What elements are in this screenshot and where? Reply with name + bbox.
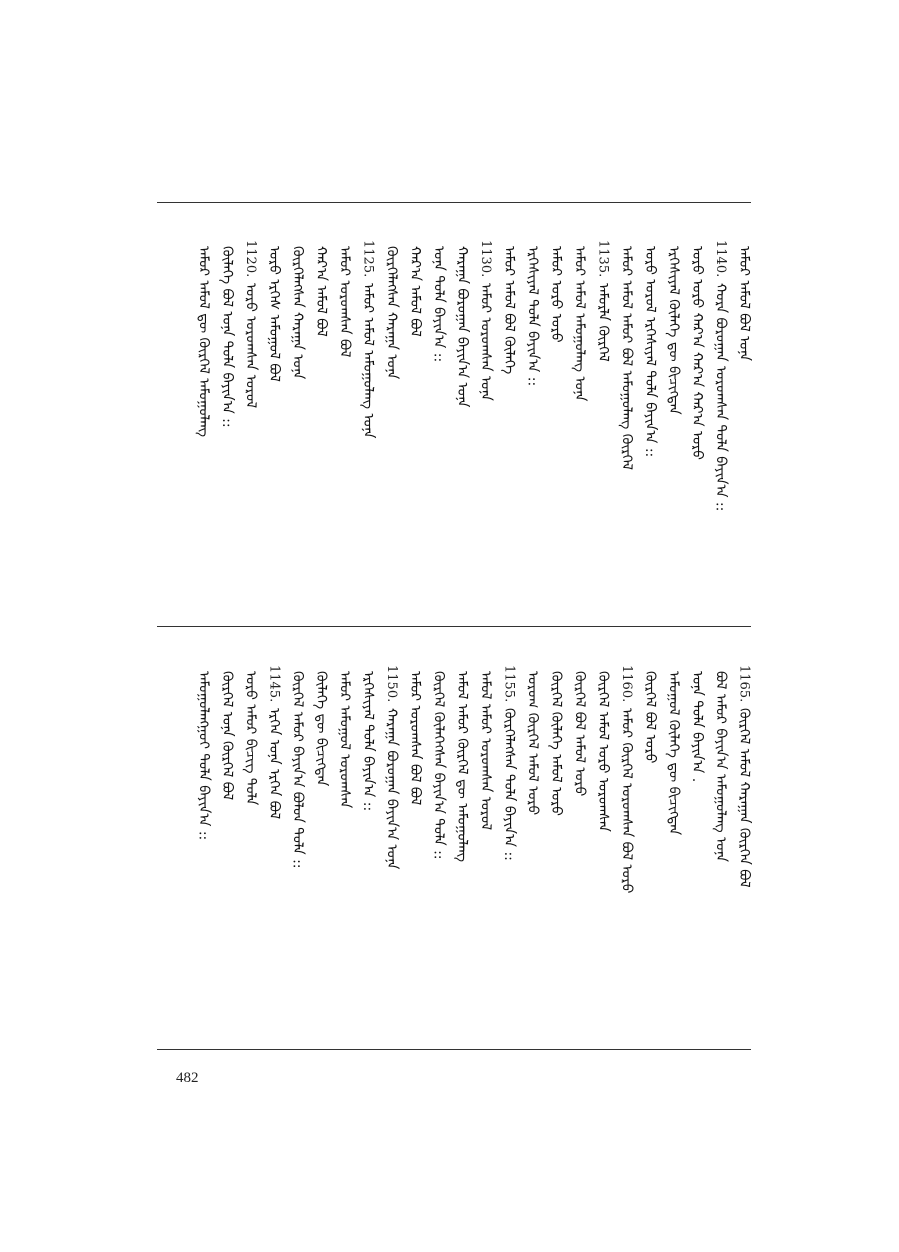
verse-text: ᠬᠦᠷᠭᠡᠯ ᠪᠣᠯ ᠤᠷᠤ <box>642 671 658 764</box>
verse-text: ᠬᠦᠷᠭᠡᠯᠡᠭᠰᠡᠨ ᠲᠤᠯᠠ ᠪᠠᠶᠢᠨ᠎ᠠ :: <box>501 708 517 862</box>
verse-text: ᠠᠮᠤᠯ ᠠᠮᠤᠷ ᠬᠦᠷᠭᠡᠯ ᠳᠦ ᠠᠮᠤᠭᠤᠯᠠᠩ <box>454 671 470 862</box>
verse-text: ᠬᠤᠷᠠ ᠪᠣᠷᠤᠭᠠᠨ ᠣᠷᠣᠭᠰᠠᠨ ᠲᠤᠯᠠ ᠪᠠᠶᠢᠨ᠎ᠠ :: <box>712 283 729 512</box>
verse-text: ᠡᠷᠬᠡᠰᠢᠶᠡᠯ ᠲᠤᠯᠠ ᠪᠠᠶᠢᠨ᠎ᠠ :: <box>524 246 541 387</box>
verse-text: ᠠᠮᠤᠷ ᠠᠮᠤᠯ ᠠᠮᠤᠷ ᠪᠣᠯ ᠠᠮᠤᠭᠤᠯᠠᠩ ᠬᠦᠷᠭᠡᠯ <box>618 246 635 471</box>
verse-line <box>684 240 710 460</box>
verse-text: ᠬᠦᠷᠭᠡᠯᠡᠭᠰᠡᠨ ᠬᠠᠷᠠᠭᠠ ᠤᠨᠠ <box>383 246 400 380</box>
verse-text: ᠠᠮᠤᠷ ᠠᠮᠤᠯ ᠠᠮᠤᠭᠤᠯᠠᠩ ᠤᠨᠠ <box>360 283 376 439</box>
verse-text: ᠬᠦᠷᠭᠡᠯ ᠤᠨᠠ ᠬᠦᠷᠭᠡᠯ ᠪᠣᠯ <box>219 671 235 801</box>
verse-text: ᠠᠮᠤᠷ ᠠᠮᠤᠯ ᠪᠣᠯ ᠬᠦᠯᠡᠭᠡ <box>501 246 517 375</box>
verse-line <box>214 665 240 800</box>
verse-line <box>238 665 264 805</box>
verse-text: ᠠᠮᠤᠷ ᠠᠮᠤᠯ ᠪᠣᠯ ᠤᠨᠠ <box>736 246 752 362</box>
line-number: 1165. <box>736 665 752 703</box>
verse-line <box>379 665 405 870</box>
verse-block-lower <box>157 665 751 1045</box>
verse-text: ᠬᠦᠷᠭᠡᠯ ᠪᠣᠯ ᠠᠮᠤᠯ ᠤᠷᠤ <box>571 671 588 797</box>
verse-text: ᠠᠮᠤᠭᠤᠯᠠᠩᠭᠤᠢ ᠲᠤᠯᠠ ᠪᠠᠶᠢᠨ᠎ᠠ :: <box>195 671 212 841</box>
verse-line <box>285 665 311 869</box>
verse-line <box>402 240 428 337</box>
verse-line <box>261 665 287 819</box>
verse-line <box>614 240 640 470</box>
verse-line <box>308 665 334 786</box>
verse-text: ᠬᠠᠷ᠎ᠠ ᠠᠮᠤᠯ ᠪᠣᠯ <box>407 246 423 337</box>
verse-line <box>402 665 428 805</box>
verse-text: ᠠᠮᠤᠷ ᠤᠷᠤ ᠤᠷᠤ <box>548 246 564 343</box>
verse-text: ᠠᠮᠤᠷ ᠠᠮᠤᠭᠤᠯ ᠣᠷᠣᠭᠰᠠᠨ <box>336 671 353 809</box>
middle-rule <box>157 626 751 627</box>
verse-text: ᠠᠮᠤᠷᠯᠠ ᠬᠦᠷᠭᠡᠯ <box>595 283 611 362</box>
verse-line <box>473 240 499 401</box>
verse-line <box>191 240 217 437</box>
verse-text: ᠬᠠᠷ᠎ᠠ ᠠᠮᠤᠯ ᠪᠣᠯ <box>313 246 329 337</box>
verse-line <box>543 665 569 816</box>
verse-text: ᠠᠮᠤᠷ ᠬᠦᠷᠭᠡᠯ ᠣᠷᠣᠭᠰᠠᠨ ᠪᠣᠯ ᠤᠷᠤ <box>618 708 635 894</box>
verse-line <box>567 665 593 796</box>
verse-line <box>379 240 405 379</box>
verse-text: ᠤᠷᠤ ᠠᠮᠤᠷ ᠪᠢᠴᠢᠭ ᠲᠤᠯᠠ <box>242 671 259 806</box>
verse-line <box>637 665 663 763</box>
line-number: 1155. <box>501 665 517 703</box>
verse-line <box>355 240 381 439</box>
line-number: 1125. <box>360 240 376 278</box>
verse-line <box>731 665 757 888</box>
verse-text: ᠠᠮᠤᠭᠤᠯ ᠬᠦᠯᠡᠭᠡ ᠳᠦ ᠪᠢᠴᠢᠭᠳᠡᠨ <box>665 671 682 836</box>
verse-text: ᠬᠦᠷᠭᠡᠯ ᠬᠦᠯᠡᠭᠡᠭᠰᠡᠨ ᠪᠠᠶᠢᠨ᠎ᠠ ᠲᠤᠯᠠ :: <box>430 671 447 860</box>
top-rule <box>157 202 751 203</box>
verse-text: ᠬᠦᠯᠡᠭᠡ ᠳᠦ ᠪᠢᠴᠢᠭᠳᠡᠨ <box>313 671 329 787</box>
verse-line <box>496 665 522 861</box>
verse-line <box>543 240 569 343</box>
verse-line <box>426 240 452 362</box>
page-number: 482 <box>176 1070 199 1086</box>
verse-text: ᠠᠮᠤᠷ ᠣᠷᠣᠭᠰᠠᠨ ᠪᠣᠯ <box>336 246 353 358</box>
verse-text: ᠡᠷᠬᠡᠨ ᠤᠨᠠ ᠡᠷᠬᠡᠨ ᠪᠣᠯ <box>266 708 282 820</box>
verse-text: ᠠᠮᠤᠷ ᠠᠮᠤᠯ ᠳᠦ ᠬᠦᠷᠭᠡᠯ ᠠᠮᠤᠭᠤᠯᠠᠩ <box>195 246 212 437</box>
verse-text: ᠬᠦᠷᠭᠡᠯ ᠠᠮᠤᠯ ᠬᠠᠷᠠᠭᠠᠨ ᠬᠦᠷᠭᠡᠨ ᠪᠣᠯ <box>736 708 752 888</box>
verse-line <box>590 665 616 832</box>
verse-text: ᠠᠮᠤᠯ ᠠᠮᠤᠷ ᠣᠷᠣᠭᠰᠠᠨ ᠤᠷᠤᠯ <box>477 671 494 831</box>
verse-text: ᠡᠷᠬᠡᠰᠢᠶᠡᠯ ᠲᠤᠯᠠ ᠪᠠᠶᠢᠨ᠎ᠠ :: <box>360 671 376 812</box>
verse-text: ᠬᠦᠷᠭᠡᠯ ᠬᠦᠯᠡᠭᠡ ᠠᠮᠤᠯ ᠤᠷᠤ <box>548 671 564 816</box>
verse-text: ᠪᠣᠯ ᠠᠮᠤᠷ ᠪᠠᠶᠢᠨ᠎ᠠ ᠠᠮᠤᠭᠤᠯᠠᠩ ᠤᠨᠠ <box>712 671 729 862</box>
verse-line <box>426 665 452 860</box>
verse-text: ᠠᠮᠤᠷ ᠣᠷᠣᠭᠰᠠᠨ ᠪᠣᠯ ᠪᠣᠯ <box>407 671 423 806</box>
line-number: 1120. <box>243 240 258 278</box>
line-number: 1140. <box>713 240 728 278</box>
line-number: 1130. <box>478 240 493 278</box>
verse-line <box>590 240 616 362</box>
verse-text: ᠣᠷᠣᠭ ᠬᠦᠷᠭᠡᠯ ᠠᠮᠤᠯ ᠤᠷᠤ <box>524 671 541 816</box>
verse-text: ᠬᠦᠯᠡᠭᠡ ᠪᠣᠯ ᠤᠨᠠ ᠲᠤᠯᠠ ᠪᠠᠶᠢᠨ᠎ᠠ :: <box>219 246 235 428</box>
verse-line <box>708 665 734 862</box>
line-number: 1145. <box>266 665 282 703</box>
verse-line <box>355 665 381 811</box>
verse-line <box>285 240 311 379</box>
verse-text: ᠬᠦᠷᠭᠡᠯ ᠠᠮᠤᠷ ᠪᠠᠶᠢᠨ᠎ᠠ ᠪᠣᠯᠤᠨ ᠲᠤᠯᠠ :: <box>289 671 306 869</box>
verse-line <box>238 240 264 408</box>
verse-line <box>496 240 522 374</box>
verse-line <box>731 240 757 361</box>
verse-line <box>661 240 687 415</box>
verse-line <box>308 240 334 337</box>
verse-line <box>191 665 217 840</box>
verse-line <box>214 240 240 428</box>
verse-text: ᠤᠨᠠ ᠲᠤᠯᠠ ᠪᠠᠶᠢᠨ᠎ᠠ :: <box>430 246 447 363</box>
line-number: 1160. <box>619 665 634 703</box>
verse-line <box>661 665 687 835</box>
line-number: 1135. <box>595 240 611 278</box>
verse-text: ᠬᠦᠷᠭᠡᠯ ᠠᠮᠤᠯ ᠤᠷᠤ ᠣᠷᠣᠭᠰᠠᠨ <box>595 671 611 832</box>
verse-text: ᠠᠮᠤᠷ ᠠᠮᠤᠯ ᠠᠮᠤᠭᠤᠯᠠᠩ ᠤᠨᠠ <box>571 246 588 402</box>
verse-line <box>473 665 499 830</box>
verse-line <box>332 240 358 357</box>
verse-line <box>708 240 734 512</box>
verse-text: ᠡᠷᠬᠡᠰᠢᠶᠡᠯ ᠬᠦᠯᠡᠭᠡ ᠳᠦ ᠪᠢᠴᠢᠭᠳᠡᠨ <box>665 246 682 415</box>
verse-text: ᠠᠮᠤᠷ ᠣᠷᠣᠭᠰᠠᠨ ᠤᠨᠠ <box>477 283 494 402</box>
verse-text: ᠤᠷᠤ ᠡᠷᠬᠡᠰ ᠠᠮᠤᠭᠤᠯ ᠪᠣᠯ <box>266 246 282 382</box>
verse-line <box>261 240 287 382</box>
verse-line <box>449 240 475 407</box>
line-number: 1150. <box>384 665 399 703</box>
verse-line <box>614 665 640 894</box>
verse-text: ᠤᠷᠤ ᠤᠷᠤᠯ ᠡᠷᠬᠡᠰᠢᠶᠡᠯ ᠲᠤᠯᠠ ᠪᠠᠶᠢᠨ᠎ᠠ :: <box>642 246 658 458</box>
verse-text: ᠬᠠᠷᠠᠭᠠ ᠪᠣᠷᠤᠭᠠᠨ ᠪᠠᠶᠢᠨ᠎ᠠ ᠤᠨᠠ <box>383 708 400 870</box>
bottom-rule <box>157 1049 751 1050</box>
verse-text: ᠬᠠᠷᠠᠭᠠ ᠪᠣᠷᠤᠭᠠᠨ ᠪᠠᠶᠢᠨ᠎ᠠ ᠤᠨᠠ <box>454 246 470 408</box>
verse-block-upper <box>157 240 751 620</box>
verse-line <box>520 240 546 386</box>
verse-text: ᠬᠦᠷᠭᠡᠯᠡᠭᠰᠡᠨ ᠬᠠᠷᠠᠭᠠ ᠤᠨᠠ <box>289 246 306 380</box>
verse-text: ᠤᠷᠤ ᠤᠷᠤ ᠬᠠᠷ᠎ᠠ ᠬᠠᠷ᠎ᠠ ᠬᠠᠷ᠎ᠠ ᠤᠷᠤ <box>689 246 705 460</box>
verse-line <box>520 665 546 815</box>
verse-line <box>684 665 710 782</box>
verse-text: ᠤᠷᠤ ᠣᠷᠣᠭᠰᠠᠨ ᠤᠷᠤᠯ <box>242 283 259 409</box>
verse-line <box>332 665 358 808</box>
verse-line <box>449 665 475 862</box>
verse-line <box>567 240 593 401</box>
verse-line <box>637 240 663 457</box>
verse-text: ᠤᠨᠠ ᠲᠤᠯᠠ ᠪᠠᠶᠢᠨ᠎ᠠ . <box>689 671 705 783</box>
